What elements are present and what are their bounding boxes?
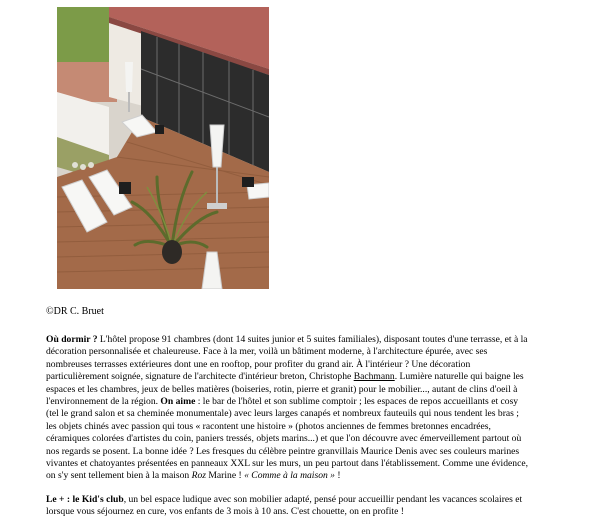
text-line xyxy=(46,433,566,445)
text-run: céramiques colorées d'artistes du coin, paniers tressés, objets marins...) et que l'on découvre avec émerveillement partout où xyxy=(46,433,522,445)
text-run: ! xyxy=(334,470,341,482)
text-run: , un bel espace ludique avec son mobilier adapté, pensé pour accueillir pendant les vacances scolaires et xyxy=(123,494,523,505)
text-line xyxy=(46,458,566,470)
italic-text: Roz xyxy=(191,470,206,482)
text-run: vivantes et chatoyantes présentées en panneaux XXL sur les murs, un peu partout dans l'établissement. Comme une évidence, xyxy=(46,458,528,470)
bold-text: On aime xyxy=(160,396,196,408)
hotel-terrace-photo xyxy=(57,7,269,289)
text-run: L'hôtel propose 91 chambres (dont 14 suites junior et 5 suites familiales), disposant toutes d'une terrasse, et à la xyxy=(97,334,528,345)
text-run: espaces et les chambres, jeux de belles matières (boiseries, rotin, pierre et granit) pour le mobilier..., autant de clins d'oeil à xyxy=(46,383,518,395)
where-to-sleep-paragraph xyxy=(46,334,566,483)
text-run: les objets chinés avec passion qui tous « racontent une histoire » (photos anciennes de femmes bretonnes encadrées, xyxy=(46,420,491,432)
text-run: Marine ! xyxy=(206,470,245,482)
text-run: Bachmann xyxy=(353,371,395,383)
text-line xyxy=(46,371,566,383)
text-line xyxy=(46,346,566,358)
text-run: : le bar de l'hôtel et son sublime comptoir ; les espaces de repos accueillants et cosy xyxy=(195,396,519,408)
text-run: particulièrement soignée, signature de l'architecte d'intérieur breton, Christophe xyxy=(46,371,354,383)
text-line xyxy=(46,506,566,518)
text-line xyxy=(46,334,566,346)
text-line xyxy=(46,408,566,420)
bold-text: Le + : le Kid's club xyxy=(46,494,124,505)
text-line xyxy=(46,446,566,458)
text-run: nos regards se posent. La bonne idée ? Les fresques du célèbre peintre granvillais Maurice Denis avec ses couleurs marines xyxy=(46,445,520,457)
text-line xyxy=(46,384,566,396)
text-line xyxy=(46,359,566,371)
text-line xyxy=(46,494,566,506)
text-line xyxy=(46,470,566,482)
text-line xyxy=(46,421,566,433)
italic-text: « Comme à la maison » xyxy=(244,470,335,482)
text-line xyxy=(46,396,566,408)
bold-text: Où dormir ? xyxy=(46,334,98,345)
kids-club-paragraph xyxy=(46,494,566,519)
text-run: on s'y sent tellement bien à la maison xyxy=(46,470,192,482)
text-run: décoration personnalisée et chaleureuse. Face à la mer, voilà un bâtiment moderne, à l'architecture épurée, avec ses xyxy=(46,346,488,358)
text-run: lorsque vous séjournez en cure, vos enfants de 3 mois à 10 ans. C'est chouette, on en profite ! xyxy=(46,506,404,518)
text-run: nombreuses terrasses extérieures dont une en rooftop, pour profiter du grand air. À l'intérieur ? Une décoration xyxy=(46,358,471,370)
text-run: (tel le grand salon et sa cheminée monumentale) avec leurs larges canapés et nombreux fauteuils qui nous tendent les bras ; xyxy=(46,408,519,420)
text-run: . Lumière naturelle qui baigne les xyxy=(394,371,524,383)
photo-credit: ©DR C. Bruet xyxy=(46,306,104,317)
text-run: l'environnement de la région. xyxy=(46,396,161,408)
